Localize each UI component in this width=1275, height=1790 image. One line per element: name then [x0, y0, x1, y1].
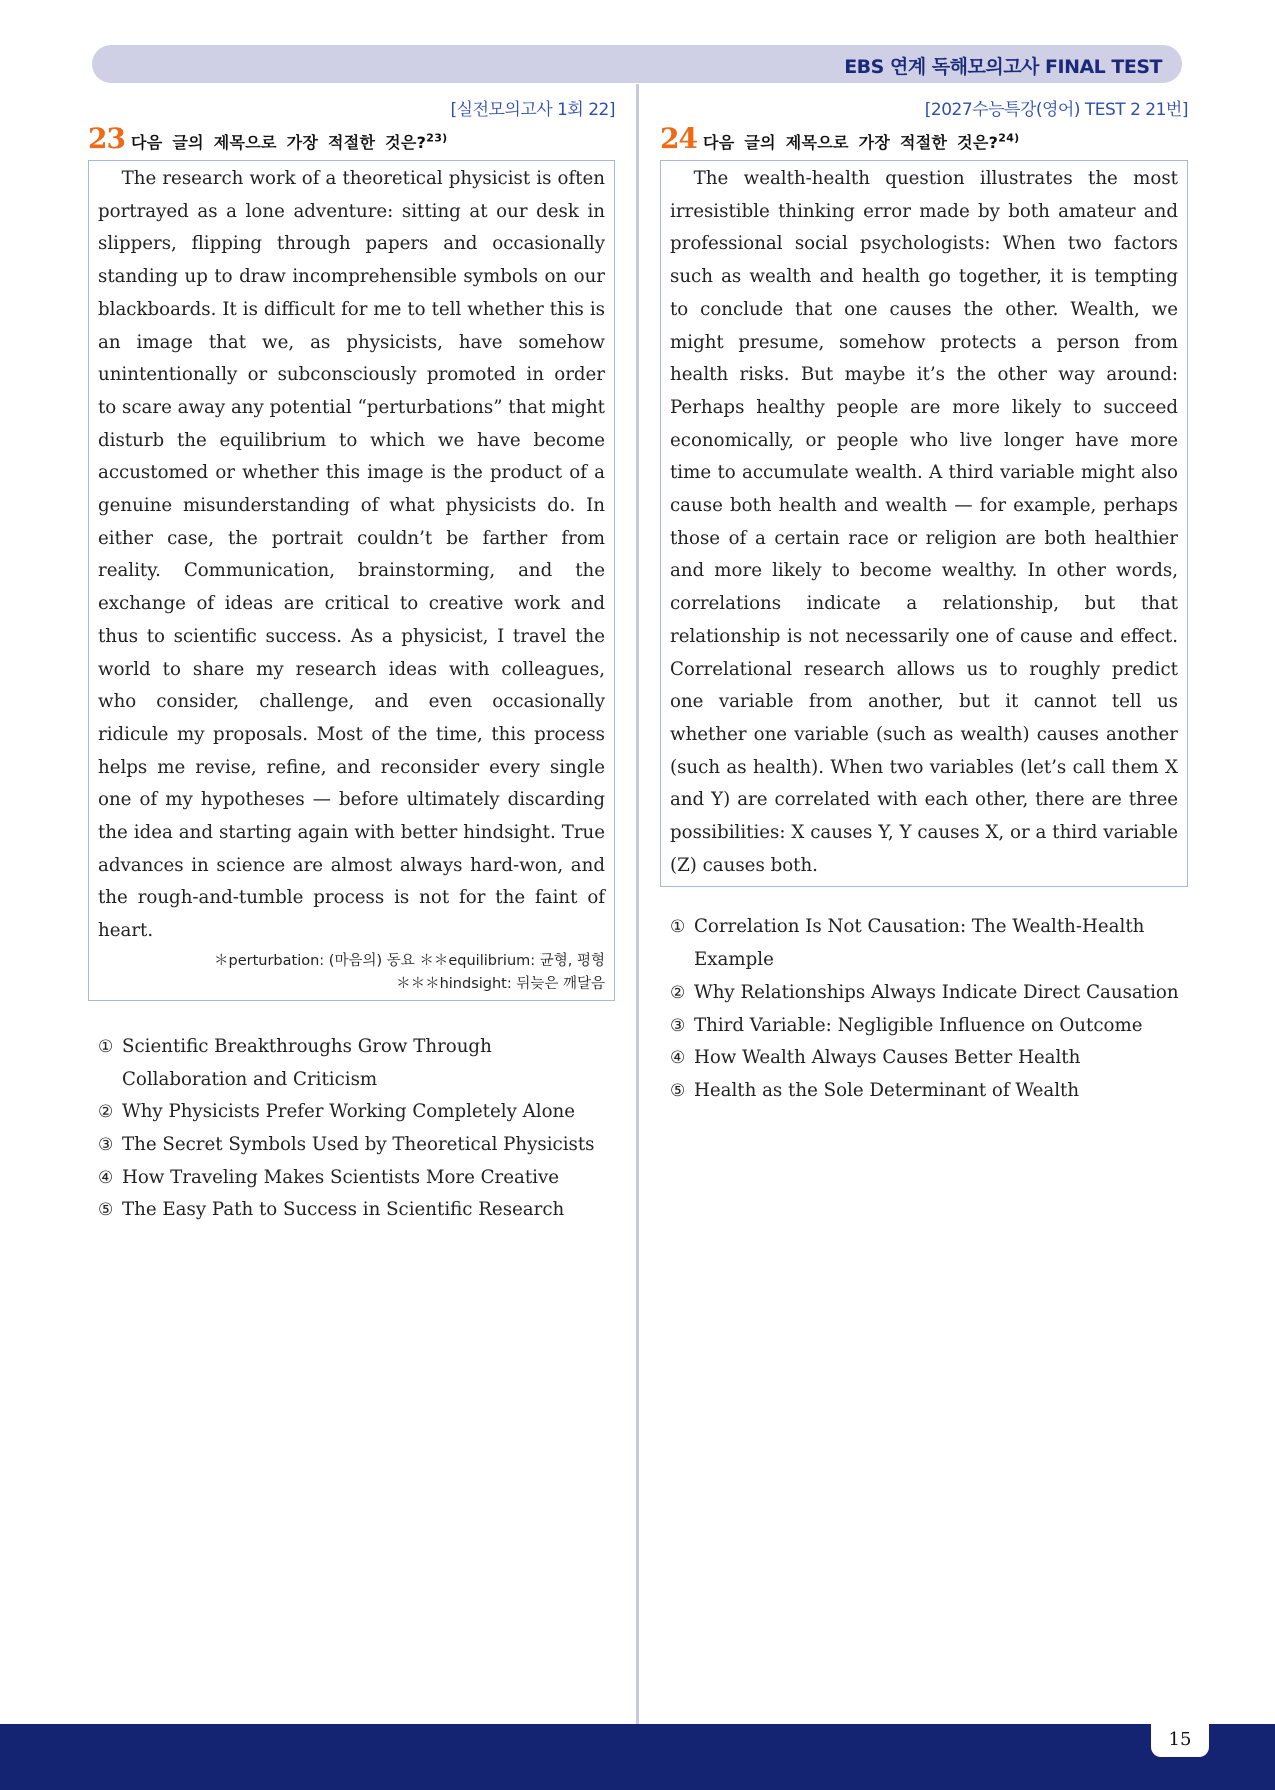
option-number: ③: [98, 1134, 114, 1155]
footnote-mark: 24): [998, 131, 1020, 145]
header-title: EBS 연계 독해모의고사 FINAL TEST: [844, 56, 1162, 78]
option-text: The Secret Symbols Used by Theoretical Physicists: [122, 1133, 595, 1155]
footnote-mark: 23): [426, 131, 448, 145]
passage-text: The wealth-health question illustrates the most irresistible thinking error made by both amateur and professional social psychologists: When two factors such as wealth and health go together, it is tempting to conclude that one causes the other. Wealth, we might presume, somehow protects a person from health risks. But maybe it’s the other way around: Perhaps healthy people are more likely to succeed economically, or people who live longer have more time to accumulate wealth. A third variable might also cause both health and wealth — for example, perhaps those of a certain race or religion are both healthier and more likely to become wealthy. In other words, correlations indicate a relationship, but that relationship is not necessarily one of cause and effect. Correlational research allows us to roughly predict one variable from another, but it cannot tell us whether one variable (such as wealth) causes another (such as health). When two variables (let’s call them X and Y) are correlated with each other, there are three possibilities: X causes Y, Y causes X, or a third variable (Z) causes both.: [670, 168, 1178, 876]
question-24: [660, 98, 1188, 1108]
passage-text: The research work of a theoretical physicist is often portrayed as a lone adventure: sitting at our desk in slippers, flipping through papers and occasionally standing up to draw incomprehensible symbols on our blackboards. It is difficult for me to tell whether this is an image that we, as physicists, have somehow unintentionally or subconsciously promoted in order to scare away any potential “perturbations” that might disturb the equilibrium to which we have become accustomed or whether this image is the product of a genuine misunderstanding of what physicists do. In either case, the portrait couldn’t be farther from reality. Communication, brainstorming, and the exchange of ideas are critical to creative work and thus to scientific success. As a physicist, I travel the world to share my research ideas with colleagues, who consider, challenge, and even occasionally ridicule my proposals. Most of the time, this process helps me revise, refine, and reconsider every single one of my hypotheses — before ultimately discarding the idea and starting again with better hindsight. True advances in science are almost always hard-won, and the rough-and-tumble process is not for the faint of heart.: [98, 168, 605, 942]
header-bar: [92, 45, 1182, 83]
passage-box: [88, 160, 615, 1001]
question-prompt-text: 다음 글의 제목으로 가장 적절한 것은?: [702, 133, 999, 152]
page-number: 15: [1151, 1723, 1209, 1757]
option-text: Health as the Sole Determinant of Wealth: [694, 1079, 1080, 1101]
option-number: ④: [98, 1167, 114, 1188]
option-number: ⑤: [98, 1200, 114, 1221]
question-header: [88, 122, 615, 158]
answer-option[interactable]: [670, 1010, 1188, 1043]
option-text: Why Relationships Always Indicate Direct Causation: [694, 981, 1179, 1003]
answer-option[interactable]: [98, 1031, 615, 1096]
option-text: Third Variable: Negligible Influence on Outcome: [694, 1014, 1143, 1036]
option-number: ②: [670, 982, 686, 1003]
answer-options: [660, 911, 1188, 1107]
vocab-note: ＊＊＊hindsight: 뒤늦은 깨달음: [396, 975, 605, 992]
option-number: ②: [98, 1102, 114, 1123]
question-source: [실전모의고사 1회 22]: [450, 100, 615, 120]
question-number: 23: [88, 122, 125, 155]
column-divider: [636, 84, 639, 1724]
answer-option[interactable]: [670, 977, 1188, 1010]
answer-option[interactable]: [670, 1042, 1188, 1075]
option-number: ④: [670, 1048, 686, 1069]
option-text: Correlation Is Not Causation: The Wealth-Health Example: [694, 916, 1145, 971]
passage-box: [660, 160, 1188, 887]
question-23: [88, 98, 615, 1227]
question-prompt: [131, 130, 448, 153]
answer-option[interactable]: [670, 911, 1188, 976]
option-number: ③: [670, 1015, 686, 1036]
question-source: [2027수능특강(영어) TEST 2 21번]: [924, 100, 1188, 120]
answer-option[interactable]: [98, 1096, 615, 1129]
option-text: Why Physicists Prefer Working Completely Alone: [122, 1101, 575, 1123]
answer-option[interactable]: [98, 1129, 615, 1162]
question-prompt: [703, 130, 1020, 153]
answer-option[interactable]: [98, 1162, 615, 1195]
question-prompt-text: 다음 글의 제목으로 가장 적절한 것은?: [130, 133, 427, 152]
option-number: ①: [98, 1036, 114, 1057]
vocab-note: ＊perturbation: (마음의) 동요 ＊＊equilibrium: 균형, 평형: [214, 952, 605, 969]
option-text: How Wealth Always Causes Better Health: [694, 1047, 1081, 1069]
answer-option[interactable]: [98, 1194, 615, 1227]
option-text: How Traveling Makes Scientists More Creative: [122, 1166, 560, 1188]
option-number: ⑤: [670, 1080, 686, 1101]
footer-bar: [0, 1724, 1275, 1790]
question-header: [660, 122, 1188, 158]
option-number: ①: [670, 917, 686, 938]
option-text: The Easy Path to Success in Scientific Research: [122, 1199, 565, 1221]
option-text: Scientific Breakthroughs Grow Through Collaboration and Criticism: [122, 1035, 492, 1090]
answer-options: [88, 1031, 615, 1227]
answer-option[interactable]: [670, 1075, 1188, 1108]
question-number: 24: [660, 122, 697, 155]
vocab-notes: [98, 950, 605, 996]
